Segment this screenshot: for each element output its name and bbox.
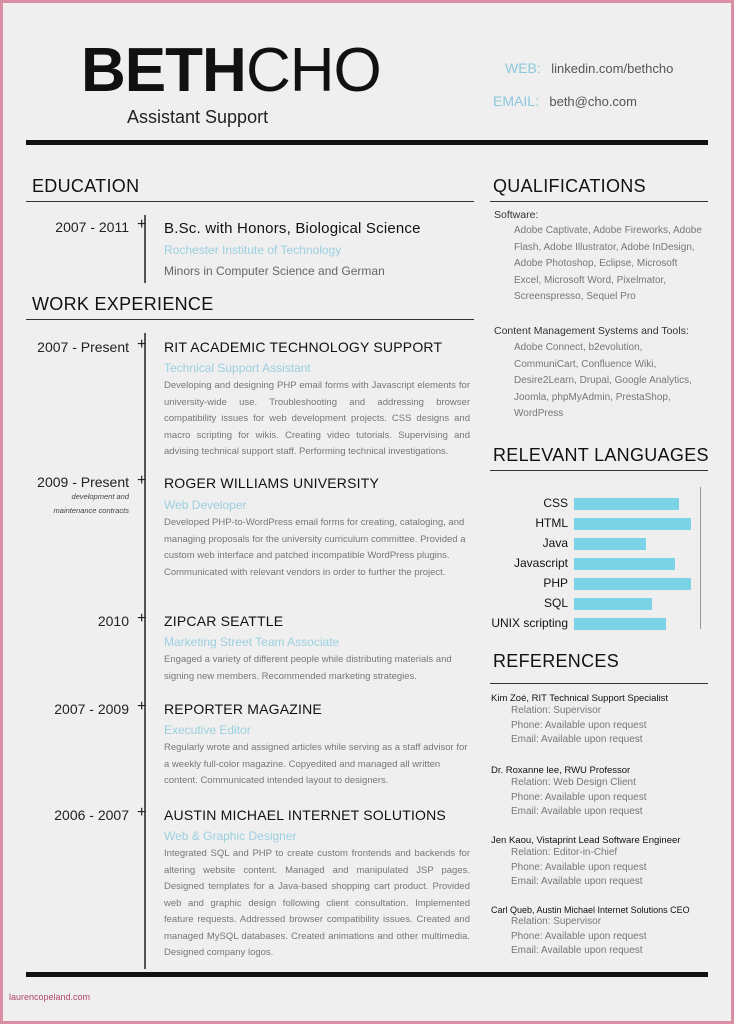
reference-item — [491, 765, 646, 820]
reference-name: Carl Queb, Austin Michael Internet Solutions CEO — [491, 905, 690, 915]
reference-item — [491, 905, 690, 959]
education-school: Rochester Institute of Technology — [164, 243, 342, 257]
reference-phone: Phone: Available upon request — [511, 930, 647, 942]
job-date: 2006 - 2007 — [54, 807, 129, 823]
reference-phone: Phone: Available upon request — [511, 791, 647, 803]
job-company: RIT ACADEMIC TECHNOLOGY SUPPORT — [164, 339, 443, 355]
reference-relation: Relation: Editor-in-Chief — [511, 847, 618, 858]
job-position: Marketing Street Team Associate — [164, 635, 340, 649]
work-timeline — [144, 333, 146, 969]
reference-relation: Relation: Web Design Client — [511, 777, 636, 788]
timeline-marker: + — [137, 472, 147, 489]
job-description: Engaged a variety of different people while distributing materials and signing new members. Recommended marketing strategies. — [164, 654, 452, 682]
job-date: 2007 - Present — [37, 339, 129, 355]
language-level-bar — [574, 618, 666, 630]
web-contact — [505, 60, 673, 78]
qualifications-divider — [490, 201, 708, 202]
job-description: Integrated SQL and PHP to create custom frontends and backends for altering website content. Managed and manipulated JSP pages. Designed templates for a Java-based shopping cart product. Provided web and graphic design following client consultation. Implemented feature requests. Addressed browser compatibility issues. Created and managed MySQL databases. Created animations and other multimedia. Designed company logos. — [164, 848, 470, 958]
email-link[interactable]: beth@cho.com — [549, 94, 637, 109]
references-divider — [490, 683, 708, 684]
cms-label: Content Management Systems and Tools: — [494, 325, 689, 337]
references-title: REFERENCES — [493, 651, 620, 671]
timeline-marker: + — [137, 336, 147, 353]
web-link[interactable]: linkedin.com/bethcho — [551, 61, 674, 76]
reference-item — [491, 693, 668, 748]
language-label: HTML — [535, 516, 568, 530]
software-label: Software: — [494, 209, 539, 221]
language-level-bar — [574, 518, 691, 530]
job-note: development and maintenance contracts — [53, 492, 129, 515]
language-label: UNIX scripting — [491, 616, 568, 630]
job-date: 2010 — [97, 613, 129, 629]
language-label: PHP — [543, 576, 568, 590]
footer-watermark: laurencopeland.com — [9, 992, 91, 1002]
job-position: Executive Editor — [164, 723, 251, 737]
reference-name: Dr. Roxanne lee, RWU Professor — [491, 765, 631, 776]
reference-email: Email: Available upon request — [511, 806, 643, 817]
reference-name: Jen Kaou, Vistaprint Lead Software Engineer — [491, 835, 681, 846]
reference-email: Email: Available upon request — [511, 945, 643, 956]
reference-email: Email: Available upon request — [511, 734, 643, 745]
language-label: SQL — [543, 596, 568, 610]
timeline-marker: + — [137, 698, 147, 715]
job-description: Developed PHP-to-WordPress email forms for creating, cataloging, and managing proposals for the university curriculum committee. Provided a custom web interface and patched incompatible WordPress plugins. Communicated with relevant vendors in order to further the project. — [164, 517, 466, 578]
job-company: ZIPCAR SEATTLE — [164, 613, 284, 629]
timeline-marker: + — [137, 216, 147, 233]
last-name: CHO — [246, 36, 381, 105]
job-date: 2007 - 2009 — [54, 701, 129, 717]
job-position: Web & Graphic Designer — [164, 829, 297, 843]
language-level-bar — [574, 578, 691, 590]
job-description: Regularly wrote and assigned articles while serving as a staff advisor for a weekly full-color magazine. Copyedited and managed all written content. Communicated intended layout to designers. — [164, 742, 468, 786]
reference-relation: Relation: Supervisor — [511, 705, 602, 716]
resume-page — [3, 3, 731, 1021]
work-title: WORK EXPERIENCE — [32, 294, 214, 314]
education-minors: Minors in Computer Science and German — [164, 264, 385, 278]
language-label: Javascript — [513, 556, 568, 570]
languages-title: RELEVANT LANGUAGES — [493, 445, 709, 465]
reference-phone: Phone: Available upon request — [511, 861, 647, 873]
timeline-marker: + — [137, 804, 147, 821]
languages-scale-line — [700, 487, 701, 629]
job-company: AUSTIN MICHAEL INTERNET SOLUTIONS — [164, 807, 446, 823]
reference-name: Kim Zoé, RIT Technical Support Specialist — [491, 693, 669, 704]
cms-list: Adobe Connect, b2evolution, CommuniCart, Confluence Wiki, Desire2Learn, Drupal, Google Analytics, Joomla, phpMyAdmin, PrestaShop, WordPress — [514, 342, 692, 419]
work-divider — [26, 319, 474, 320]
reference-item — [491, 835, 680, 890]
qualifications-title: QUALIFICATIONS — [493, 176, 646, 196]
language-level-bar — [574, 598, 652, 610]
job-position: Technical Support Assistant — [164, 361, 311, 375]
language-level-bar — [574, 538, 646, 550]
job-description: Developing and designing PHP email forms with Javascript elements for university-wide use. Troubleshooting and addressing browser compatibility issues for web development projects. CSS designs and macro scripting for wikis. Creating video tutorials. Supervising and advising technical support staff. Performing technical investigations. — [164, 380, 470, 457]
reference-email: Email: Available upon request — [511, 876, 643, 887]
language-level-bar — [574, 558, 675, 570]
software-list: Adobe Captivate, Adobe Fireworks, Adobe Flash, Adobe Illustrator, Adobe InDesign, Adobe Photoshop, Eclipse, Microsoft Excel, Microsoft Word, Pixelmator, Screenspresso, Sequel Pro — [514, 225, 702, 302]
job-position: Web Developer — [164, 498, 247, 512]
reference-relation: Relation: Supervisor — [511, 916, 602, 927]
education-date: 2007 - 2011 — [55, 219, 129, 235]
timeline-marker: + — [137, 610, 147, 627]
language-label: Java — [542, 536, 568, 550]
languages-divider — [490, 470, 708, 471]
education-divider — [26, 201, 474, 202]
reference-phone: Phone: Available upon request — [511, 719, 647, 731]
role-title: Assistant Support — [127, 107, 269, 127]
language-label: CSS — [543, 496, 568, 510]
footer-divider — [26, 972, 708, 977]
job-company: REPORTER MAGAZINE — [164, 701, 322, 717]
web-label: WEB: — [505, 60, 541, 76]
education-degree: B.Sc. with Honors, Biological Science — [164, 220, 421, 237]
job-company: ROGER WILLIAMS UNIVERSITY — [164, 475, 380, 491]
first-name: BETH — [81, 36, 246, 105]
email-contact — [493, 93, 637, 111]
language-level-bar — [574, 498, 679, 510]
email-label: EMAIL: — [493, 93, 539, 109]
job-date: 2009 - Present — [37, 474, 129, 490]
header-divider — [26, 140, 708, 145]
education-title: EDUCATION — [32, 176, 140, 196]
